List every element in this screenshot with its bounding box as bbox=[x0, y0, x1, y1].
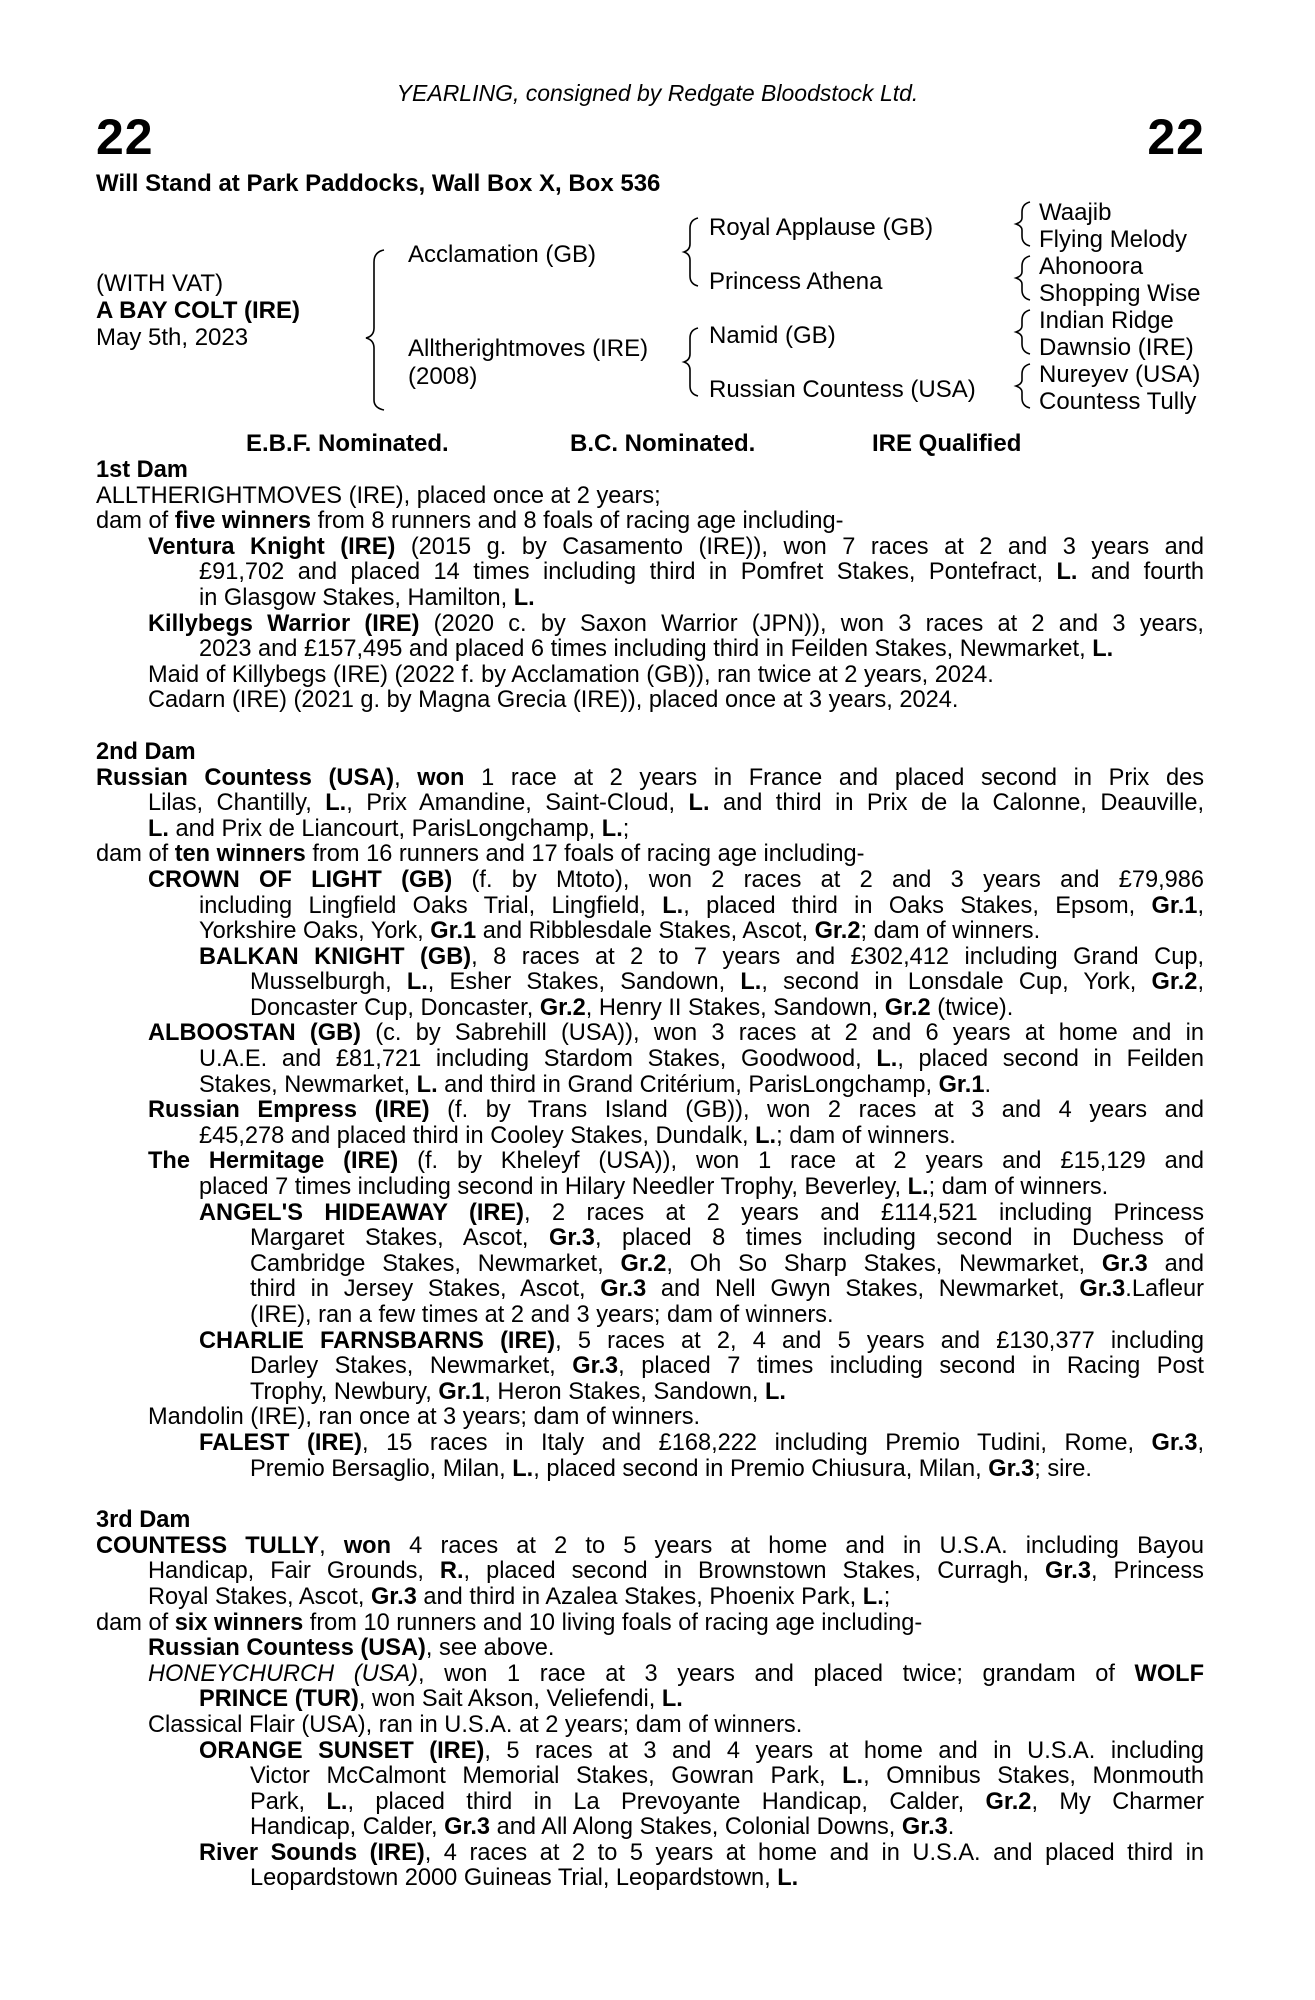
produce-entry-cont: Leopardstown 2000 Guineas Trial, Leopardstown, L. bbox=[250, 1865, 799, 1892]
sire: Acclamation (GB) bbox=[408, 241, 597, 268]
produce-entry-cont: (IRE), ran a few times at 2 and 3 years; dam of winners. bbox=[250, 1302, 834, 1328]
produce-entry-cont: £45,278 and placed third in Cooley Stakes, Dundalk, L.; dam of winners. bbox=[199, 1122, 956, 1149]
dam-dam: Russian Countess (USA) bbox=[709, 376, 976, 403]
stand-location: Will Stand at Park Paddocks, Wall Box X, Box 536 bbox=[96, 170, 661, 197]
second-dam-produce-summary: dam of ten winners from 16 runners and 17 foals of racing age including- bbox=[96, 841, 865, 868]
produce-entry: CROWN OF LIGHT (GB) (f. by Mtoto), won 2 races at 2 and 3 years and £79,986 bbox=[148, 866, 1205, 893]
vat-note: (WITH VAT) bbox=[96, 270, 224, 297]
ancestor-1: Waajib bbox=[1039, 199, 1112, 226]
produce-entry: Maid of Killybegs (IRE) (2022 f. by Acclamation (GB)), ran twice at 2 years, 2024. bbox=[148, 661, 994, 688]
produce-entry-cont: Park, L., placed third in La Prevoyante Handicap, Calder, Gr.2, My Charmer bbox=[250, 1788, 1205, 1815]
produce-entry: Classical Flair (USA), ran in U.S.A. at 2 years; dam of winners. bbox=[148, 1711, 803, 1738]
produce-entry-cont: PRINCE (TUR), won Sait Akson, Veliefendi, L. bbox=[199, 1686, 683, 1713]
horse-name: A BAY COLT (IRE) bbox=[96, 297, 301, 324]
ancestor-3: Ahonoora bbox=[1039, 253, 1144, 280]
third-dam-line: COUNTESS TULLY, won 4 races at 2 to 5 years at home and in U.S.A. including Bayou bbox=[96, 1532, 1204, 1559]
dam-foaling-year: (2008) bbox=[408, 363, 478, 390]
second-dam-heading: 2nd Dam bbox=[96, 738, 196, 765]
ancestor-8: Countess Tully bbox=[1039, 388, 1197, 415]
produce-entry-cont: Premio Bersaglio, Milan, L., placed second in Premio Chiusura, Milan, Gr.3; sire. bbox=[250, 1455, 1092, 1482]
produce-entry-cont: Stakes, Newmarket, L. and third in Grand Critérium, ParisLongchamp, Gr.1. bbox=[199, 1071, 992, 1098]
produce-entry-cont: Victor McCalmont Memorial Stakes, Gowran Park, L., Omnibus Stakes, Monmouth bbox=[250, 1763, 1204, 1790]
sire-dam: Princess Athena bbox=[709, 268, 883, 295]
ancestor-5: Indian Ridge bbox=[1039, 307, 1174, 334]
catalogue-body bbox=[96, 458, 1204, 1892]
produce-entry-cont: placed 7 times including second in Hilary Needler Trophy, Beverley, L.; dam of winners. bbox=[199, 1174, 1109, 1201]
produce-entry: CHARLIE FARNSBARNS (IRE), 5 races at 2, 4 and 5 years and £130,377 including bbox=[199, 1327, 1204, 1354]
produce-entry-cont: in Glasgow Stakes, Hamilton, L. bbox=[199, 584, 535, 611]
third-dam-line-cont: Royal Stakes, Ascot, Gr.3 and third in Azalea Stakes, Phoenix Park, L.; bbox=[148, 1583, 891, 1610]
ebf-nominated: E.B.F. Nominated. bbox=[246, 430, 449, 457]
ancestor-6: Dawnsio (IRE) bbox=[1039, 334, 1194, 361]
produce-entry-cont: £91,702 and placed 14 times including third in Pomfret Stakes, Pontefract, L. and fourth bbox=[199, 559, 1205, 586]
produce-entry: Mandolin (IRE), ran once at 3 years; dam of winners. bbox=[148, 1404, 701, 1431]
sale-subtitle: YEARLING, consigned by Redgate Bloodstock Ltd. bbox=[396, 80, 919, 106]
produce-entry-cont: Margaret Stakes, Ascot, Gr.3, placed 8 times including second in Duchess of bbox=[250, 1225, 1204, 1252]
produce-entry-cont: U.A.E. and £81,721 including Stardom Stakes, Goodwood, L., placed second in Feilden bbox=[199, 1046, 1204, 1073]
produce-entry: Killybegs Warrior (IRE) (2020 c. by Saxon Warrior (JPN)), won 3 races at 2 and 3 years, bbox=[148, 610, 1204, 637]
produce-entry-cont: Musselburgh, L., Esher Stakes, Sandown, L., second in Lonsdale Cup, York, Gr.2, bbox=[250, 969, 1204, 996]
ancestor-2: Flying Melody bbox=[1039, 226, 1188, 253]
third-dam-produce-summary: dam of six winners from 10 runners and 10 living foals of racing age including- bbox=[96, 1609, 923, 1636]
third-dam-line-cont: Handicap, Fair Grounds, R., placed second in Brownstown Stakes, Curragh, Gr.3, Princess bbox=[148, 1558, 1204, 1585]
produce-entry: ALBOOSTAN (GB) (c. by Sabrehill (USA)), won 3 races at 2 and 6 years at home and in bbox=[148, 1020, 1205, 1047]
produce-entry: FALEST (IRE), 15 races in Italy and £168,222 including Premio Tudini, Rome, Gr.3, bbox=[199, 1429, 1205, 1456]
third-dam-heading: 3rd Dam bbox=[96, 1507, 191, 1534]
produce-entry: The Hermitage (IRE) (f. by Kheleyf (USA)), won 1 race at 2 years and £15,129 and bbox=[148, 1148, 1204, 1175]
produce-entry: Cadarn (IRE) (2021 g. by Magna Grecia (IRE)), placed once at 3 years, 2024. bbox=[148, 687, 959, 714]
ire-qualified: IRE Qualified bbox=[872, 430, 1022, 457]
horse-name: Killybegs Warrior (IRE) bbox=[148, 610, 420, 637]
foaling-date: May 5th, 2023 bbox=[96, 324, 249, 351]
second-dam-line-cont: L. and Prix de Liancourt, ParisLongchamp, L.; bbox=[148, 815, 630, 842]
produce-entry-cont: Doncaster Cup, Doncaster, Gr.2, Henry II Stakes, Sandown, Gr.2 (twice). bbox=[250, 994, 1014, 1021]
dam-sire: Namid (GB) bbox=[709, 322, 836, 349]
produce-entry: Russian Empress (IRE) (f. by Trans Island (GB)), won 2 races at 3 and 4 years and bbox=[148, 1097, 1204, 1124]
produce-entry: HONEYCHURCH (USA), won 1 race at 3 years and placed twice; grandam of WOLF bbox=[148, 1660, 1204, 1687]
second-dam-line: Russian Countess (USA), won 1 race at 2 years in France and placed second in Prix des bbox=[96, 764, 1204, 791]
produce-entry-cont: third in Jersey Stakes, Ascot, Gr.3 and Nell Gwyn Stakes, Newmarket, Gr.3.Lafleur bbox=[250, 1276, 1204, 1303]
horse-name: Ventura Knight (IRE) bbox=[148, 533, 396, 560]
produce-entry: River Sounds (IRE), 4 races at 2 to 5 years at home and in U.S.A. and placed third in bbox=[199, 1839, 1204, 1866]
produce-entry-cont: Cambridge Stakes, Newmarket, Gr.2, Oh So Sharp Stakes, Newmarket, Gr.3 and bbox=[250, 1250, 1204, 1277]
first-dam-line: ALLTHERIGHTMOVES (IRE), placed once at 2 years; bbox=[96, 482, 661, 509]
produce-entry-cont: 2023 and £157,495 and placed 6 times including third in Feilden Stakes, Newmarket, L. bbox=[199, 636, 1114, 663]
first-dam-heading: 1st Dam bbox=[96, 457, 188, 483]
dam: Alltherightmoves (IRE) bbox=[408, 335, 649, 362]
produce-entry-cont: Handicap, Calder, Gr.3 and All Along Stakes, Colonial Downs, Gr.3. bbox=[250, 1814, 955, 1841]
ancestor-4: Shopping Wise bbox=[1039, 280, 1201, 307]
produce-entry-cont: Trophy, Newbury, Gr.1, Heron Stakes, Sandown, L. bbox=[250, 1378, 786, 1405]
first-dam-produce-summary: dam of five winners from 8 runners and 8 foals of racing age including- bbox=[96, 508, 844, 535]
produce-entry: Ventura Knight (IRE) (2015 g. by Casamento (IRE)), won 7 races at 2 and 3 years and bbox=[148, 533, 1205, 560]
produce-entry: Russian Countess (USA), see above. bbox=[148, 1635, 555, 1662]
produce-entry: ANGEL'S HIDEAWAY (IRE), 2 races at 2 years and £114,521 including Princess bbox=[199, 1199, 1205, 1226]
sire-sire: Royal Applause (GB) bbox=[709, 214, 934, 241]
produce-entry-cont: Yorkshire Oaks, York, Gr.1 and Ribblesdale Stakes, Ascot, Gr.2; dam of winners. bbox=[199, 918, 1041, 945]
produce-entry-cont: including Lingfield Oaks Trial, Lingfield, L., placed third in Oaks Stakes, Epsom, Gr.1, bbox=[199, 892, 1204, 919]
produce-entry: BALKAN KNIGHT (GB), 8 races at 2 to 7 years and £302,412 including Grand Cup, bbox=[199, 943, 1205, 970]
lot-number-right: 22 bbox=[1147, 109, 1205, 165]
bc-nominated: B.C. Nominated. bbox=[570, 430, 756, 457]
ancestor-7: Nureyev (USA) bbox=[1039, 361, 1201, 388]
produce-entry: ORANGE SUNSET (IRE), 5 races at 3 and 4 years at home and in U.S.A. including bbox=[199, 1737, 1204, 1764]
second-dam-line-cont: Lilas, Chantilly, L., Prix Amandine, Saint-Cloud, L. and third in Prix de la Calonne, Deauville, bbox=[148, 790, 1204, 817]
produce-entry-cont: Darley Stakes, Newmarket, Gr.3, placed 7 times including second in Racing Post bbox=[250, 1353, 1204, 1380]
lot-number-left: 22 bbox=[96, 109, 154, 165]
